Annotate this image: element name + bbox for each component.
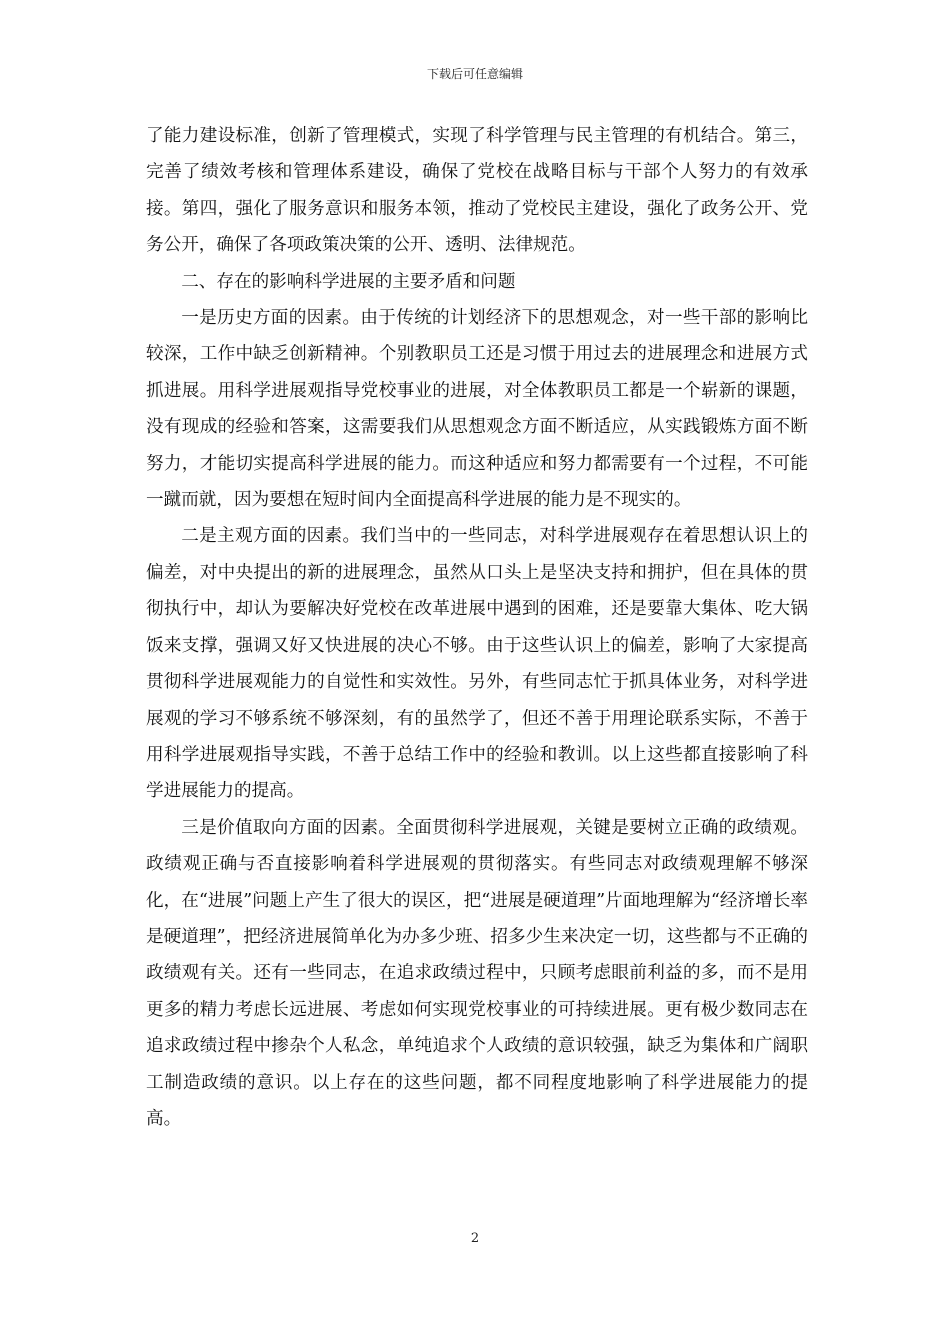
paragraph-continuation: 了能力建设标准，创新了管理模式，实现了科学管理与民主管理的有机结合。第三，完善了绩效考核和管理体系建设，确保了党校在战略目标与干部个人努力的有效承接。第四，强化了服务意识和服务本领，推动了党校民主建设，强化了政务公开、党务公开，确保了各项政策决策的公开、透明、法律规范。 xyxy=(146,126,808,256)
page-number: 2 xyxy=(470,1231,480,1246)
paragraph-historical-factors: 一是历史方面的因素。由于传统的计划经济下的思想观念，对一些干部的影响比较深，工作中缺乏创新精神。个别教职员工还是习惯于用过去的进展理念和进展方式抓进展。用科学进展观指导党校事业的进展，对全体教职员工都是一个崭新的课题，没有现成的经验和答案，这需要我们从思想观念方面不断适应，从实践锻炼方面不断努力，才能切实提高科学进展的能力。而这种适应和努力都需要有一个过程，不可能一蹴而就，因为要想在短时间内全面提高科学进展的能力是不现实的。 xyxy=(146,308,808,511)
document-body xyxy=(146,118,808,1137)
page-header: 下载后可任意编辑 xyxy=(426,67,523,81)
section-heading: 二、存在的影响科学进展的主要矛盾和问题 xyxy=(181,271,516,292)
paragraph-value-orientation-factors: 三是价值取向方面的因素。全面贯彻科学进展观，关键是要树立正确的政绩观。政绩观正确与否直接影响着科学进展观的贯彻落实。有些同志对政绩观理解不够深化，在“进展”问题上产生了很大的误区，把“进展是硬道理”片面地理解为“经济增长率是硬道理”，把经济进展简单化为办多少班、招多少生来决定一切，这些都与不正确的政绩观有关。还有一些同志，在追求政绩过程中，只顾考虑眼前利益的多，而不是用更多的精力考虑长远进展、考虑如何实现党校事业的可持续进展。更有极少数同志在追求政绩过程中掺杂个人私念，单纯追求个人政绩的意识较强，缺乏为集体和广阔职工制造政绩的意识。以上存在的这些问题，都不同程度地影响了科学进展能力的提高。 xyxy=(146,817,808,1129)
paragraph-subjective-factors: 二是主观方面的因素。我们当中的一些同志，对科学进展观存在着思想认识上的偏差，对中央提出的新的进展理念，虽然从口头上是坚决支持和拥护，但在具体的贯彻执行中，却认为要解决好党校在改革进展中遇到的困难，还是要靠大集体、吃大锅饭来支撑，强调又好又快进展的决心不够。由于这些认识上的偏差，影响了大家提高贯彻科学进展观能力的自觉性和实效性。另外，有些同志忙于抓具体业务，对科学进展观的学习不够系统不够深刻，有的虽然学了，但还不善于用理论联系实际，不善于用科学进展观指导实践，不善于总结工作中的经验和教训。以上这些都直接影响了科学进展能力的提高。 xyxy=(146,526,808,802)
